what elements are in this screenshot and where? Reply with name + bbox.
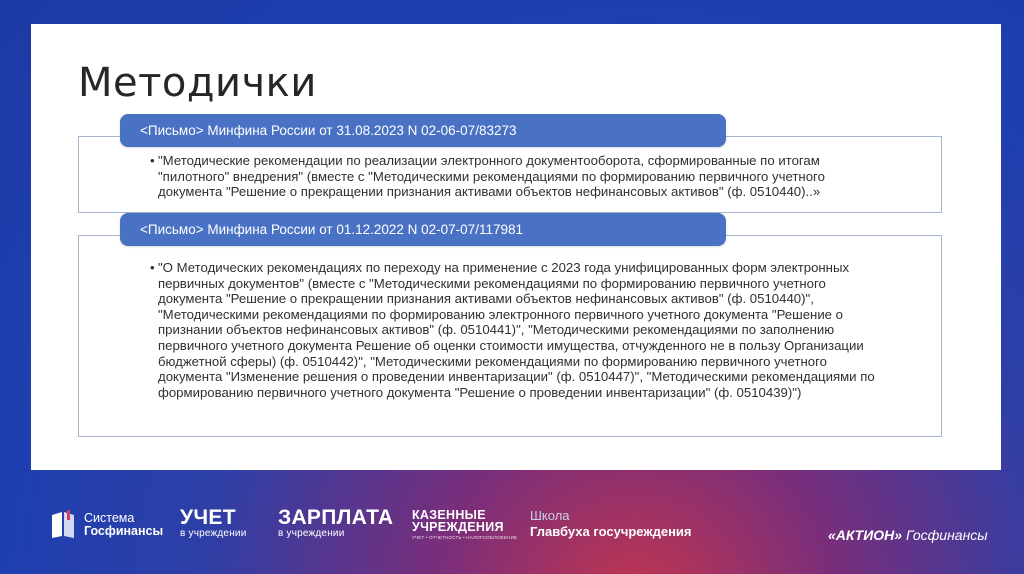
uchet-title: УЧЕТ [180, 506, 236, 529]
bullet-icon: • [150, 153, 155, 168]
kazennye-logo [412, 509, 517, 540]
letter-card-body [150, 260, 883, 400]
letter-card-header: <Письмо> Минфина России от 31.08.2023 N 02-06-07/83273 [120, 114, 726, 147]
bullet-icon: • [150, 260, 155, 275]
aktion-logo [828, 527, 988, 543]
footer-logos [0, 470, 1024, 574]
school-name: Главбуха госучреждения [530, 524, 692, 539]
zarplata-subtitle: в учреждении [278, 528, 345, 539]
letter-card-text: "О Методических рекомендациях по переходу на применение с 2023 года унифицированных форм электронных первичных документов" (вместе с "Методическими рекомендациями по формированию первичного учетного документа "Решение о прекращении признания активами объектов нефинансовых активов" (ф. 0510440)", "Методическими рекомендациями по формированию электронного первичного учетного документа "Решение о признании объектов нефинансовых активов" (ф. 0510441)", "Методическими рекомендациями по заполнению первичного учетного документа Решение об оценки стоимости имущества, отчужденного не в пользу Организации бюджетной сферы) (ф. 0510442)", "Методическими рекомендациями по формированию первичного учетного документа "Изменение решения о проведении инвентаризации" (ф. 0510447)", "Методическими рекомендациями по формированию первичного учетного документа "Решение о проведении инвентаризации" (ф. 0510439)") [158, 260, 875, 400]
letter-card [78, 123, 942, 213]
zarplata-title: ЗАРПЛАТА [278, 506, 394, 529]
slide [31, 24, 1001, 470]
slide-title: Методички [78, 60, 317, 106]
letter-card-text: "Методические рекомендации по реализации электронного документооборота, сформированные по итогам "пилотного" внедрения" (вместе с "Методическими рекомендациями по формированию первичного учетного документа "Решение о прекращении признания активами объектов нефинансовых активов" (ф. 0510440)..» [158, 153, 825, 200]
letter-card-body [150, 153, 883, 200]
school-logo [530, 508, 692, 541]
letter-card-header: <Письмо> Минфина России от 01.12.2022 N 02-07-07/117981 [120, 213, 726, 246]
zarplata-logo [278, 508, 393, 539]
school-label: Школа [530, 508, 570, 523]
kazennye-line1: КАЗЕННЫЕ [412, 508, 486, 522]
system-label: Система [84, 511, 135, 525]
kazennye-line2: УЧРЕЖДЕНИЯ [412, 520, 504, 534]
gosfinansy-system-logo [84, 512, 163, 538]
book-icon [50, 509, 76, 539]
letter-card [78, 222, 942, 437]
uchet-logo [180, 508, 247, 539]
kazennye-tagline: УЧЕТ • ОТЧЕТНОСТЬ • НАЛОГООБЛОЖЕНИЕ [412, 535, 518, 540]
aktion-brand: «АКТИОН» [828, 527, 903, 543]
gosfinansy-label: Госфинансы [84, 524, 164, 538]
uchet-subtitle: в учреждении [180, 528, 247, 539]
aktion-subtitle: Госфинансы [905, 527, 988, 543]
